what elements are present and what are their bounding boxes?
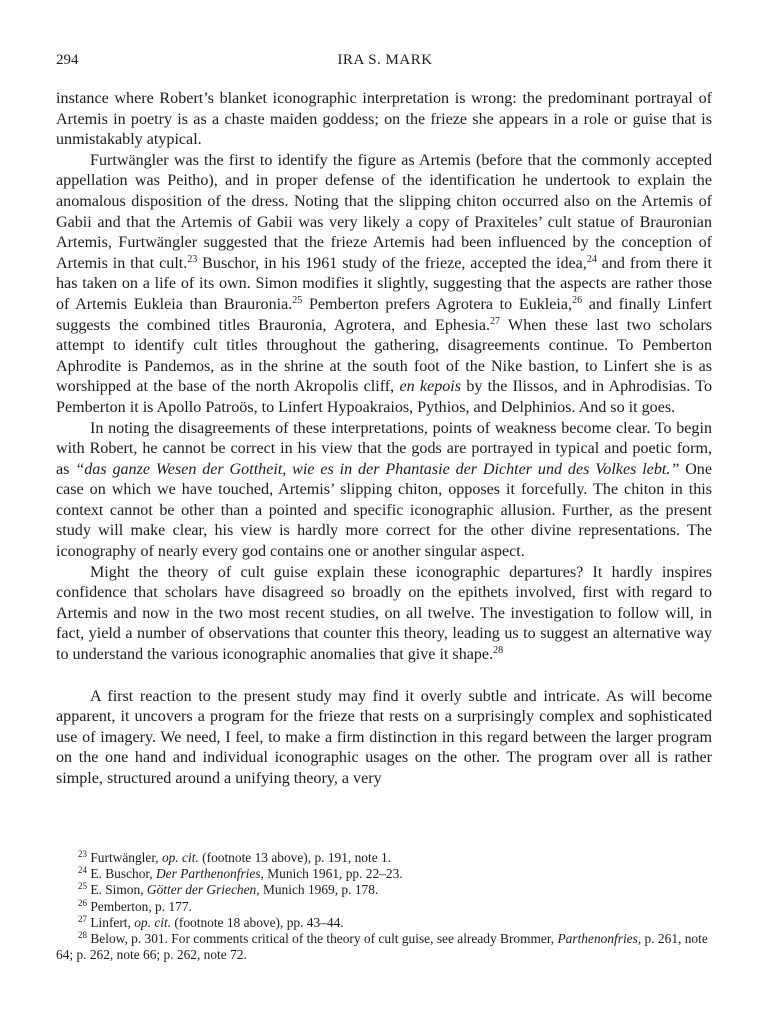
footnote-ref: 28: [78, 930, 87, 941]
running-head: IRA S. MARK: [337, 52, 433, 68]
paragraph-2: [56, 151, 712, 419]
footnote-ref: 25: [292, 294, 303, 306]
footnote-27: [56, 915, 716, 931]
body-text: [56, 89, 712, 790]
page-header: [56, 52, 714, 72]
text-run: Linfert,: [87, 914, 135, 930]
footnote-23: [56, 850, 716, 866]
page-number: 294: [56, 52, 79, 68]
text-run: (footnote 18 above), pp. 43–44.: [171, 914, 344, 930]
footnote-ref: 23: [187, 253, 198, 265]
text-run: In noting the disagreements of these interpretations, points of weakness become clear. To begin with Robert, he cannot be correct in his view that the gods are portrayed in typical and poetic form, as: [56, 419, 712, 478]
text-run: Pemberton, p. 177.: [87, 898, 192, 914]
footnote-ref: 27: [78, 913, 87, 924]
text-run: A first reaction to the present study may find it overly subtle and intricate. As will become apparent, it uncovers a program for the frieze that rests on a surprisingly complex and sophisticated use of imagery. We need, I feel, to make a firm distinction in this regard between the larger program on the one hand and individual iconographic usages on the other. The program over all is rather simple, structured around a unifying theory, a very: [56, 687, 712, 787]
footnote-ref: 24: [78, 865, 87, 876]
text-run: Furtwängler,: [87, 850, 162, 865]
footnote-ref: 24: [586, 253, 597, 265]
text-run: , p. 261, note 64; p. 262, note 66; p. 262, note 72.: [56, 931, 708, 963]
footnote-24: [56, 866, 716, 882]
text-run: Might the theory of cult guise explain these iconographic departures? It hardly inspires confidence that scholars have disagreed so broadly on the epithets involved, first with regard to Artemis and now in the two most recent studies, on all twelve. The investigation to follow will, in fact, yield a number of observations that counter this theory, leading us to suggest an alternative way to understand the various iconographic anomalies that give it shape.: [56, 563, 712, 664]
text-run: , Munich 1969, p. 178.: [256, 882, 379, 898]
footnote-ref: 25: [78, 881, 87, 892]
footnote-ref: 28: [493, 645, 504, 657]
footnote-28: [56, 931, 716, 963]
italic-run: Der Parthenonfries: [156, 866, 261, 882]
text-run: Pemberton prefers Agrotera to Eukleia,: [302, 295, 573, 313]
paragraph-4: [56, 563, 712, 666]
italic-run: en kepois: [399, 378, 462, 396]
text-run: Furtwängler was the first to identify the figure as Artemis (before that the commonly accepted appellation was Peitho), and in proper defense of the identification he undertook to explain the anomalous disposition of the dress. Noting that the slipping chiton occurred also on the Artemis of Gabii and that the Artemis of Gabii was very likely a copy of Praxiteles’ cult statue of Brauronian Artemis, Furtwängler suggested that the frieze Artemis had been influenced by the conception of Artemis in that cult.: [56, 151, 712, 272]
footnote-ref: 27: [490, 315, 501, 327]
footnote-26: [56, 899, 716, 915]
text-run: One case on which we have touched, Artemis’ slipping chiton, opposes it forcefully. The chiton in this context cannot be other than a pointed and specific iconographic allusion. Further, as the present study will make clear, his view is hardly more correct for the other divine representations. The iconography of nearly every god contains one or another singular aspect.: [56, 460, 713, 561]
footnote-ref: 26: [572, 294, 583, 306]
footnote-25: [56, 882, 716, 898]
text-run: Below, p. 301. For comments critical of the theory of cult guise, see already Brommer,: [87, 931, 558, 947]
italic-run: op. cit.: [134, 914, 172, 930]
text-run: instance where Robert’s blanket iconographic interpretation is wrong: the predominant portrayal of Artemis in poetry is as a chaste maiden goddess; on the frieze she appears in a role or guise that is unmistakably atypical.: [56, 90, 712, 149]
text-run: E. Buschor,: [87, 866, 157, 882]
italic-run: “das ganze Wesen der Gottheit, wie es in der Phantasie der Dichter und des Volkes lebt.”: [75, 460, 680, 478]
text-run: E. Simon,: [87, 882, 147, 898]
text-run: , Munich 1961, pp. 22–23.: [260, 866, 403, 882]
text-run: (footnote 13 above), p. 191, note 1.: [198, 850, 392, 865]
footnotes: [56, 850, 716, 963]
italic-run: op. cit.: [161, 850, 199, 865]
footnote-ref: 26: [78, 897, 87, 908]
paragraph-1: [56, 89, 712, 151]
italic-run: Parthenonfries: [557, 931, 638, 947]
text-run: and from there it has taken on a life of its own. Simon modifies it slightly, suggesting that the aspects are rather those of Artemis Eukleia than Brauronia.: [56, 254, 712, 313]
italic-run: Götter der Griechen: [146, 882, 257, 898]
text-run: Buschor, in his 1961 study of the frieze, accepted the idea,: [197, 254, 587, 272]
paragraph-5: [56, 687, 712, 790]
footnote-ref: 23: [78, 849, 87, 859]
text-run: and finally Linfert suggests the combined titles Brauronia, Agrotera, and Ephesia.: [56, 295, 713, 334]
text-run: When these last two scholars attempt to identify cult titles throughout the gathering, disagreements continue. To Pemberton Aphrodite is Pandemos, as in the shrine at the south foot of the Nike bastion, to Linfert she is as worshipped at the base of the north Akropolis cliff,: [56, 316, 712, 396]
paragraph-3: [56, 419, 712, 563]
text-run: by the Ilissos, and in Aphrodisias. To Pemberton it is Apollo Patroös, to Linfert Hypoakraios, Pythios, and Delphinios. And so it goes.: [56, 378, 712, 416]
